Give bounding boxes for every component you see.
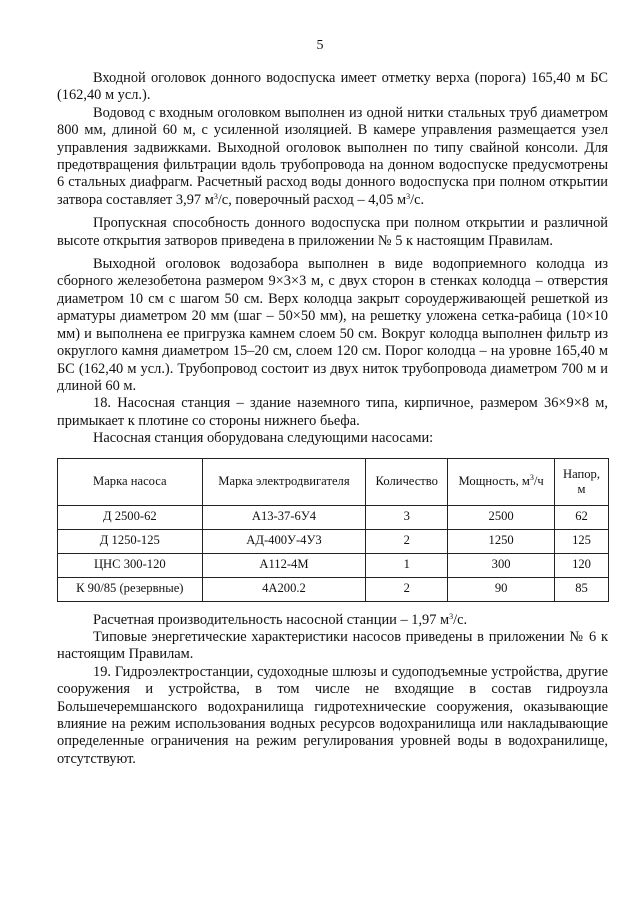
header-power-text: Мощность, м [458,474,530,489]
conduit-text: Водовод с входным оголовком выполнен из одной нитки стальных труб диаметром 800 мм, длиной 60 м, с усиленной изоляцией. В камере управления размещается узел управления задвижками. Выходной оголовок выполнен по типу свайной консоли. Для предотвращения фильтрации вдоль трубопровода на донном водоспуске предусмотрены 6 стальных диафрагм. Расчетный расход воды донного водоспуска при полном открытии затвора составляет 3,97 м [57,104,608,208]
cell-pump: Д 2500-62 [58,505,203,529]
cell-pump: ЦНС 300-120 [58,553,203,577]
header-power [448,458,555,505]
cell-motor: 4А200.2 [202,577,366,601]
paragraph-inlet-elevation: Входной оголовок донного водоспуска имеет отметку верха (порога) 165,40 м БС (162,40 м усл.). [57,70,608,104]
paragraph-capacity: Пропускная способность донного водоспуска при полном открытии и различной высоте открытия затворов приведена в приложении № 5 к настоящим Правилам. [57,215,608,249]
paragraph-energy-characteristics: Типовые энергетические характеристики насосов приведены в приложении № 6 к настоящим Правилам. [57,628,608,663]
paragraph-pump-station: 18. Насосная станция – здание наземного типа, кирпичное, размером 36×9×8 м, примыкает к плотине со стороны нижнего бьефа. [57,395,608,429]
cell-motor: АД-400У-4У3 [202,529,366,553]
station-output-text: Расчетная производительность насосной станции – 1,97 м [93,611,450,628]
table-row [58,505,609,529]
paragraph-pumps-intro: Насосная станция оборудована следующими насосами: [93,430,434,447]
header-pump-brand: Марка насоса [58,458,203,505]
table-header-row [58,458,609,505]
table-row [58,577,609,601]
document-body [57,70,608,768]
cell-count: 1 [366,553,448,577]
cell-head: 85 [555,577,609,601]
cell-count: 2 [366,577,448,601]
cell-count: 3 [366,505,448,529]
superscript-cubic: 3 [529,473,534,483]
conduit-text-3: /с. [410,191,425,208]
cell-power: 300 [448,553,555,577]
pumps-table [57,458,609,602]
cell-head: 120 [555,553,609,577]
header-head: Напор, м [555,458,609,505]
cell-power: 2500 [448,505,555,529]
superscript-cubic: 3 [449,611,454,621]
paragraph-conduit [57,105,608,209]
paragraph-station-output [57,612,608,629]
superscript-cubic: 3 [213,191,218,201]
header-motor-brand: Марка электродвигателя [202,458,366,505]
superscript-cubic: 3 [406,191,411,201]
table-row [58,553,609,577]
cell-head: 125 [555,529,609,553]
cell-pump: К 90/85 (резервные) [58,577,203,601]
page-number: 5 [316,38,324,53]
table-row [58,529,609,553]
conduit-text-2: /с, поверочный расход – 4,05 м [217,191,407,208]
header-count: Количество [366,458,448,505]
cell-motor: А13-37-6У4 [202,505,366,529]
cell-power: 1250 [448,529,555,553]
station-output-unit: /с. [453,611,468,628]
cell-count: 2 [366,529,448,553]
paragraph-other-structures: 19. Гидроэлектростанции, судоходные шлюзы и судоподъемные устройства, другие сооружения и устройства, в том числе не входящие в состав гидроузла Большечеремшанского водохранилища гидротехнические сооружения, оказывающие влияние на режим использования водных ресурсов водохранилища или накладывающие определенные ограничения на режим регулирования уровней воды в водохранилище, отсутствуют. [57,663,608,767]
cell-power: 90 [448,577,555,601]
cell-motor: А112-4М [202,553,366,577]
paragraph-water-intake: Выходной оголовок водозабора выполнен в виде водоприемного колодца из сборного железобетона размером 9×3×3 м, с двух сторон в стенках колодца – отверстия диаметром 10 см с шагом 50 см. Верх колодца закрыт сороудерживающей решеткой из арматуры диаметром 20 мм (шаг – 50×50 мм), на решетку уложена сетка-рабица (10×10 мм) и выполнена ее пригрузка камнем слоем 50 см. Вокруг колодца выполнен фильтр из округлого камня диаметром 15–20 см, слоем 120 см. Порог колодца – на уровне 165,40 м БС (162,40 м усл.). Трубопровод состоит из двух ниток трубопровода диаметром 700 м и длиной 60 м. [57,256,608,394]
cell-head: 62 [555,505,609,529]
cell-pump: Д 1250-125 [58,529,203,553]
header-power-unit: /ч [533,474,544,489]
